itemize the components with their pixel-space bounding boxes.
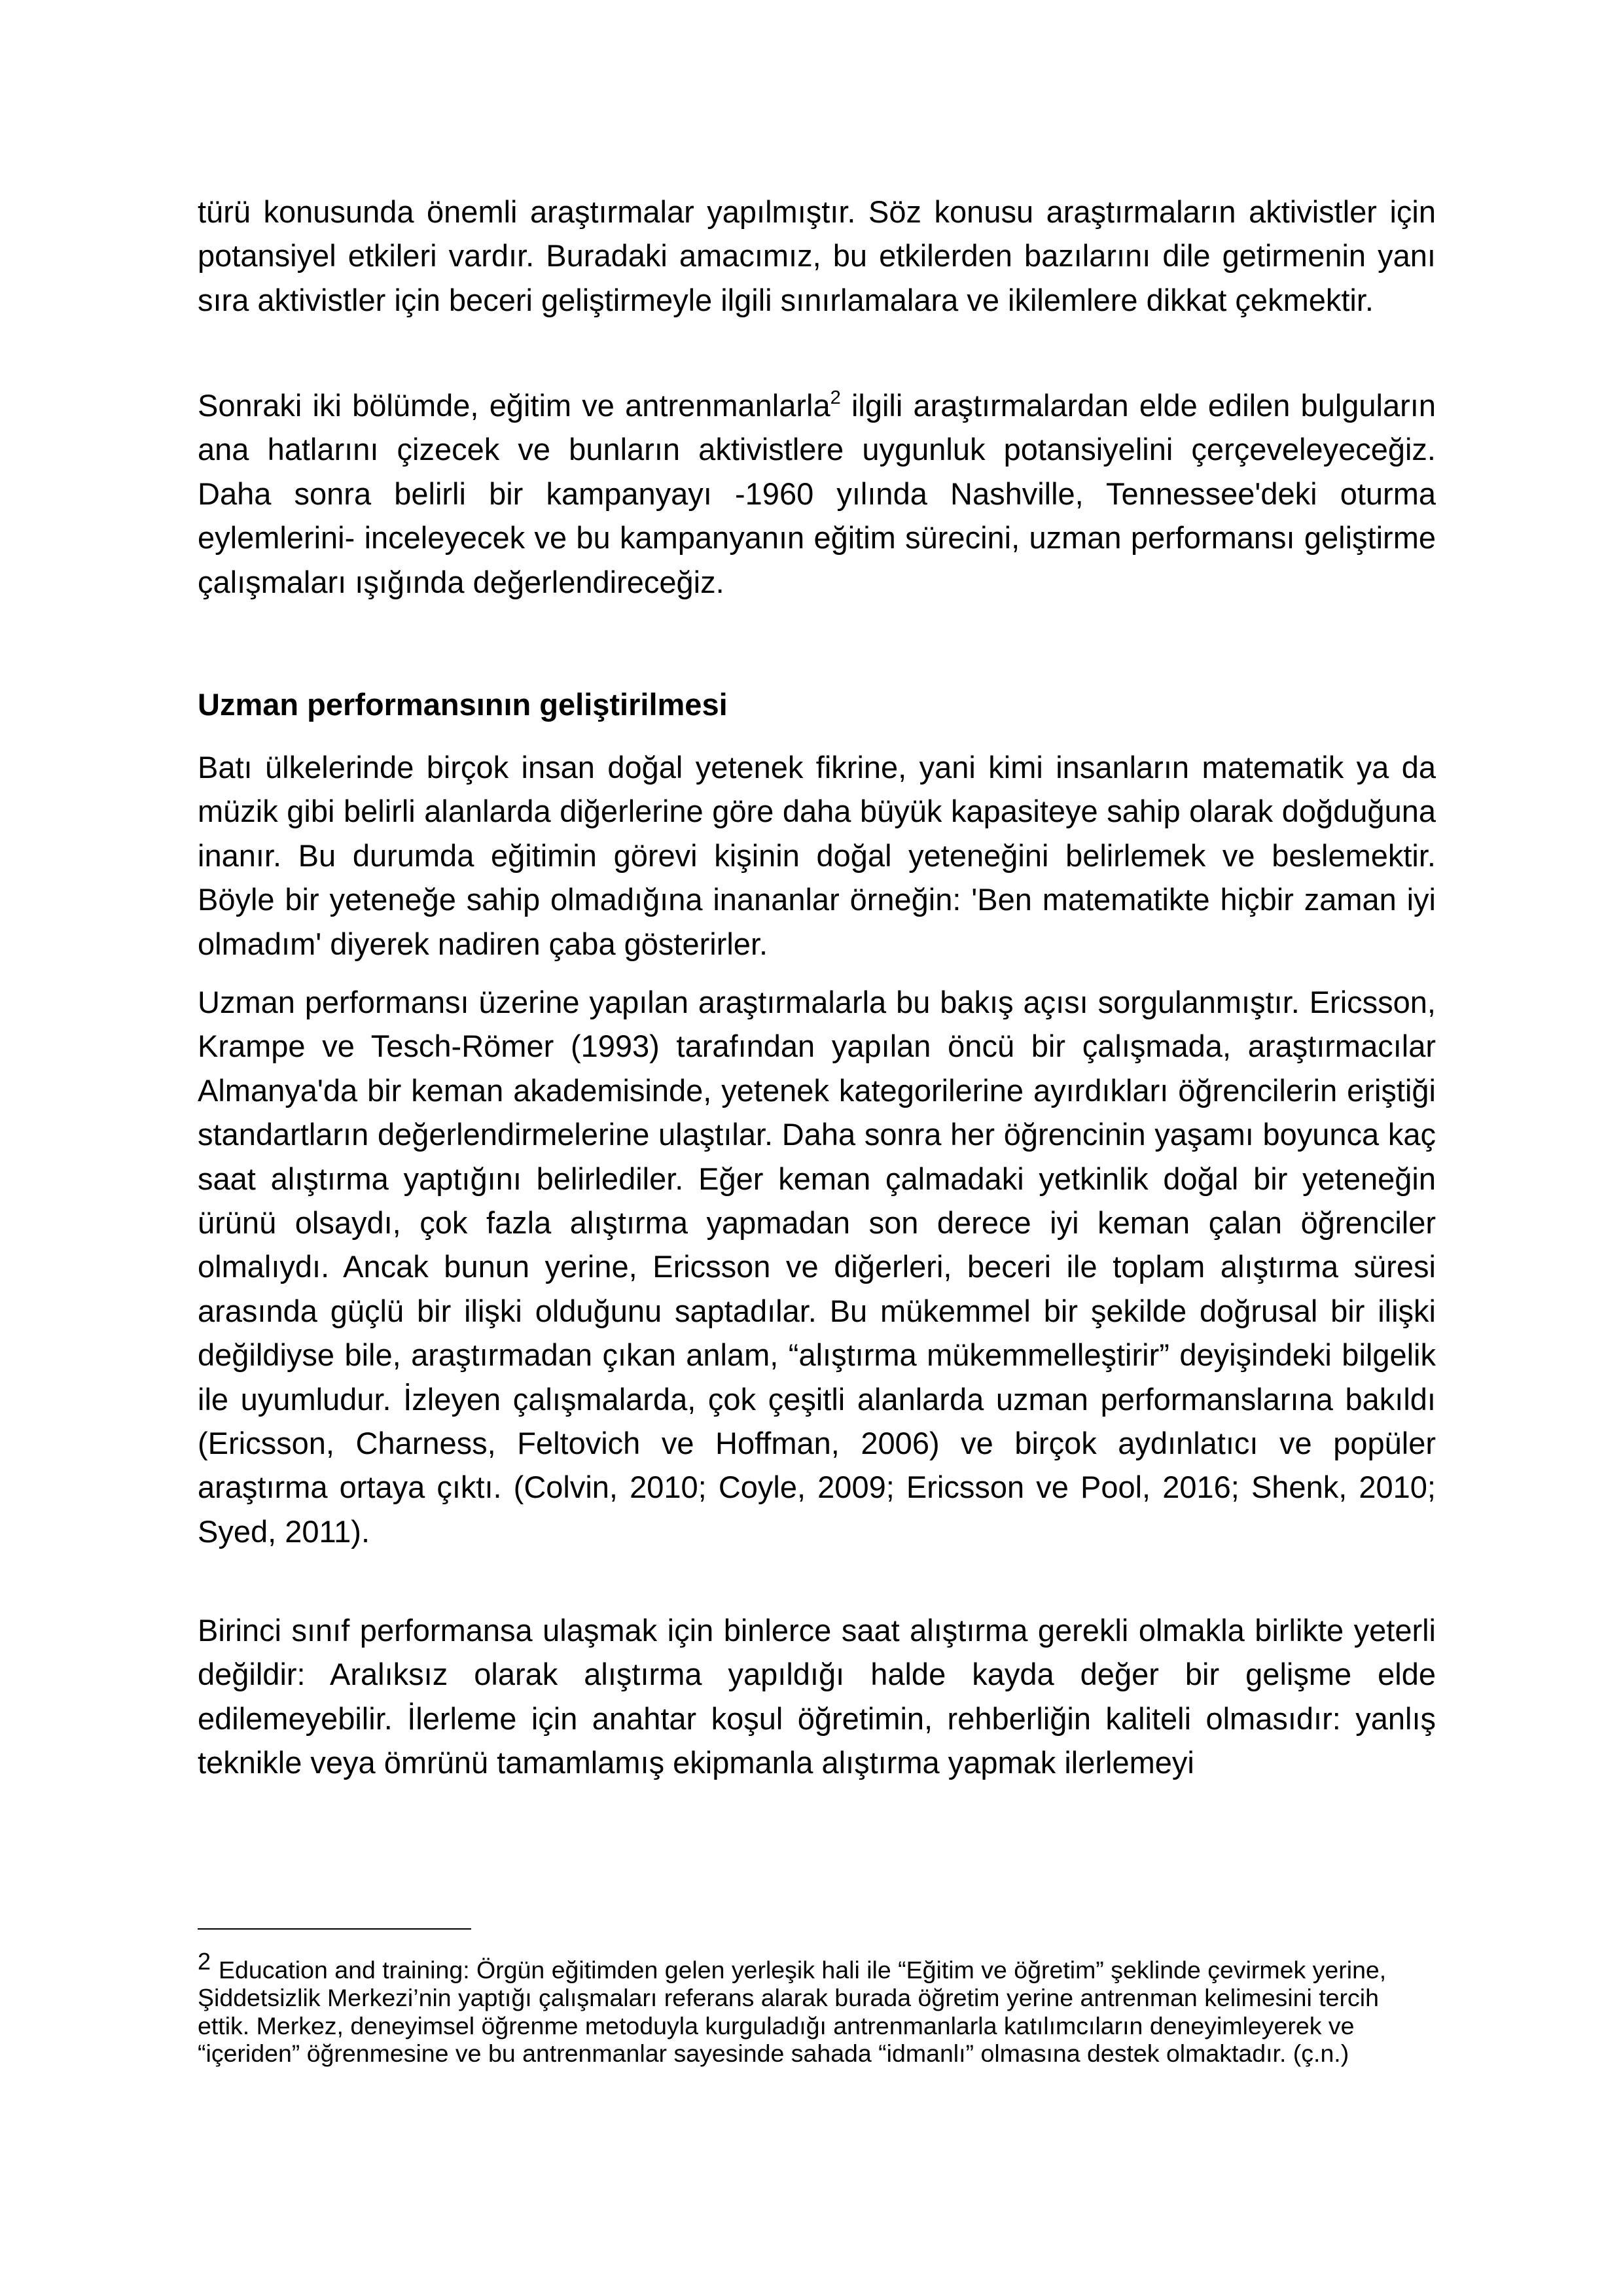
paragraph-5: Birinci sınıf performansa ulaşmak için binlerce saat alıştırma gerekli olmakla birlikte yeterli değildir: Aralıksız olarak alıştırma yapıldığı halde kayda değer bir gelişme elde edilemeyebilir. İlerleme için anahtar koşul öğretimin, rehberliğin kaliteli olmasıdır: yanlış teknikle veya ömrünü tamamlamış ekipmanla alıştırma yapmak ilerlemeyi [198,1613,1436,1780]
footnote-text: Education and training: Örgün eğitimden gelen yerleşik hali ile “Eğitim ve öğretim” şeklinde çevirmek yerine, Şiddetsizlik Merkezi’nin yaptığı çalışmaları referans alarak burada öğretim yerine antrenman kelimesini tercih ettik. Merkez, deneyimsel öğrenme metoduyla kurguladığı antrenmanlarla katılımcıların deneyimleyerek ve “içeriden” öğrenmesine ve bu antrenmanlar sayesinde sahada “idmanlı” olmasına destek olmaktadır. (ç.n.) [198,1956,1387,2068]
footnote-number: 2 [198,1948,211,1975]
section-heading: Uzman performansının geliştirilmesi [198,687,728,722]
footnote-reference[interactable]: 2 [830,387,841,408]
paragraph-2-text-start: Sonraki iki bölümde, eğitim ve antrenmanlarla [198,388,830,423]
footnote [198,1948,1428,2068]
paragraph-2 [198,383,1436,604]
paragraph-2-text-end: ilgili araştırmalardan elde edilen bulguların ana hatlarını çizecek ve bunların aktivistlere uygunluk potansiyelini çerçeveleyeceğiz. Daha sonra belirli bir kampanyayı -1960 yılında Nashville, Tennessee'deki oturma eylemlerini- inceleyecek ve bu kampanyanın eğitim sürecini, uzman performansı geliştirme çalışmaları ışığında değerlendireceğiz. [198,388,1436,599]
footnote-separator [198,1928,471,1930]
paragraph-1: türü konusunda önemli araştırmalar yapılmıştır. Söz konusu araştırmaların aktivistler için potansiyel etkileri vardır. Buradaki amacımız, bu etkilerden bazılarını dile getirmenin yanı sıra aktivistler için beceri geliştirmeyle ilgili sınırlamalara ve ikilemlere dikkat çekmektir. [198,194,1436,317]
paragraph-4: Uzman performansı üzerine yapılan araştırmalarla bu bakış açısı sorgulanmıştır. Ericsson, Krampe ve Tesch-Römer (1993) tarafından yapılan öncü bir çalışmada, araştırmacılar Almanya'da bir keman akademisinde, yetenek kategorilerine ayırdıkları öğrencilerin eriştiği standartların değerlendirmelerine ulaştılar. Daha sonra her öğrencinin yaşamı boyunca kaç saat alıştırma yaptığını belirlediler. Eğer keman çalmadaki yetkinlik doğal bir yeteneğin ürünü olsaydı, çok fazla alıştırma yapmadan son derece iyi keman çalan öğrenciler olmalıydı. Ancak bunun yerine, Ericsson ve diğerleri, beceri ile toplam alıştırma süresi arasında güçlü bir ilişki olduğunu saptadılar. Bu mükemmel bir şekilde doğrusal bir ilişki değildiyse bile, araştırmadan çıkan anlam, “alıştırma mükemmelleştirir” deyişindeki bilgelik ile uyumludur. İzleyen çalışmalarda, çok çeşitli alanlarda uzman performanslarına bakıldı (Ericsson, Charness, Feltovich ve Hoffman, 2006) ve birçok aydınlatıcı ve popüler araştırma ortaya çıktı. (Colvin, 2010; Coyle, 2009; Ericsson ve Pool, 2016; Shenk, 2010; Syed, 2011). [198,985,1436,1549]
paragraph-3: Batı ülkelerinde birçok insan doğal yetenek fikrine, yani kimi insanların matematik ya da müzik gibi belirli alanlarda diğerlerine göre daha büyük kapasiteye sahip olarak doğduğuna inanır. Bu durumda eğitimin görevi kişinin doğal yeteneğini belirlemek ve beslemektir. Böyle bir yeteneğe sahip olmadığına inananlar örneğin: 'Ben matematikte hiçbir zaman iyi olmadım' diyerek nadiren çaba gösterirler. [198,750,1436,961]
